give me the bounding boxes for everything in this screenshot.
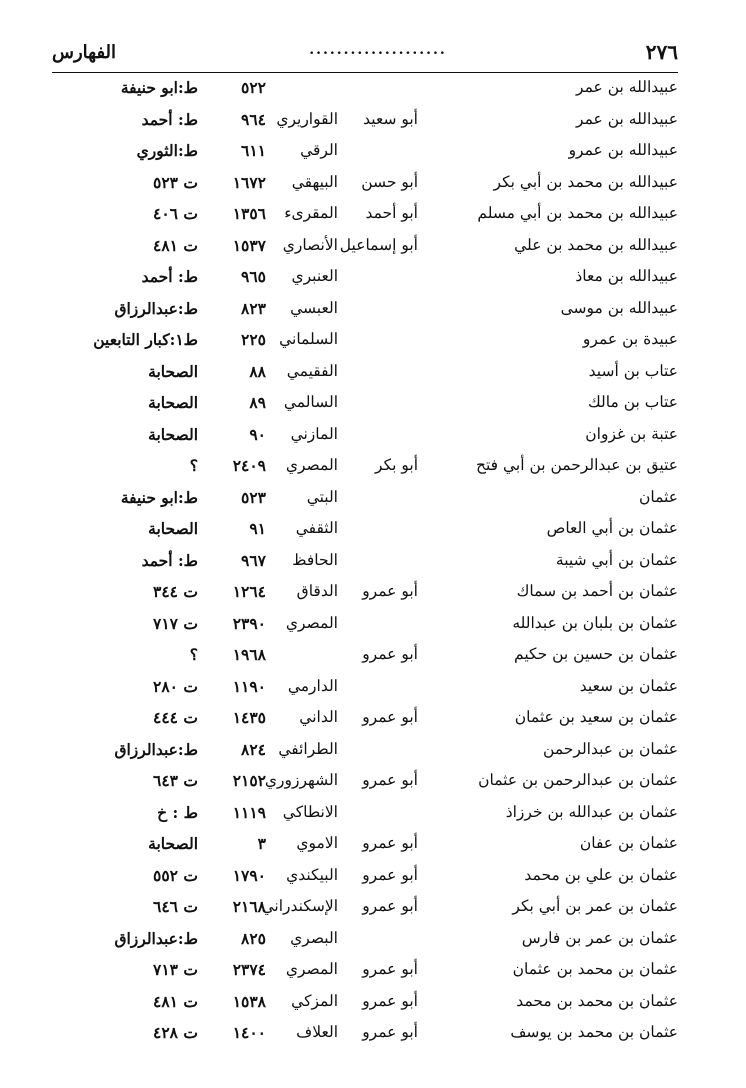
entry-name: عتبة بن غزوان — [585, 424, 678, 443]
entry-nisba: المازني — [290, 424, 338, 443]
entry-nisba: الدارمي — [287, 676, 338, 695]
table-row — [52, 1016, 678, 1048]
entry-nisba: المصري — [285, 456, 338, 474]
table-row — [52, 575, 678, 607]
entry-note: ت ٤٤٤ — [153, 708, 198, 727]
entry-number: ٥٢٣ — [241, 487, 266, 507]
entry-number: ٢٢٥ — [241, 330, 266, 349]
entry-name: عتيق بن عبدالرحمن بن أبي فتح — [475, 456, 678, 474]
entry-nisba: الرقي — [300, 141, 338, 159]
entry-note: ت ٤٨١ — [153, 991, 198, 1011]
entry-nisba: البيكندي — [286, 865, 338, 884]
entry-number: ٨٢٣ — [241, 298, 266, 318]
entry-number: ٢١٥٢ — [232, 771, 266, 790]
entry-note: ت ٦٤٣ — [153, 771, 198, 790]
table-row — [52, 481, 678, 513]
entry-nisba: المصري — [285, 613, 338, 632]
table-row — [52, 71, 678, 103]
entry-name: عبيدالله بن موسى — [560, 298, 678, 317]
entry-note: ت ٤٨١ — [153, 235, 198, 255]
table-row — [52, 701, 678, 733]
table-row — [52, 418, 678, 450]
entry-number: ١٥٣٨ — [232, 991, 266, 1011]
entry-nisba: العبسي — [290, 298, 338, 317]
table-row — [52, 544, 678, 576]
entry-note: ط:الثوري — [136, 141, 198, 160]
entry-number: ٨٢٤ — [241, 739, 266, 759]
entry-name: عثمان بن أبي شيبة — [555, 550, 678, 569]
entry-name: عثمان بن أحمد بن سماك — [516, 582, 678, 600]
entry-note: ط: أحمد — [141, 109, 198, 129]
entry-name: عبيدالله بن محمد بن أبي مسلم — [477, 204, 678, 222]
entry-nisba: الإسكندراني — [261, 897, 338, 915]
entry-note: ط١:كبار التابعين — [93, 330, 198, 349]
entry-note: ت ٦٤٦ — [153, 897, 198, 916]
table-row — [52, 292, 678, 324]
entry-nisba: الأنصاري — [282, 235, 338, 254]
entry-note: ط : خ — [157, 802, 198, 822]
table-row — [52, 890, 678, 922]
entry-number: ٨٨ — [249, 361, 266, 381]
entry-name: عثمان بن علي بن محمد — [524, 865, 678, 884]
entry-number: ٩١ — [249, 519, 266, 538]
entry-note: ت ٧١٧ — [153, 613, 198, 633]
entry-name: عثمان بن عبدالرحمن بن عثمان — [478, 771, 678, 789]
page-header — [52, 38, 678, 73]
entry-name: عثمان بن حسين بن حكيم — [514, 645, 678, 663]
table-row — [52, 922, 678, 954]
entry-name: عثمان بن أبي العاص — [546, 519, 678, 537]
entry-number: ٣ — [257, 834, 266, 853]
table-row — [52, 953, 678, 985]
entry-nisba: البيهقي — [291, 172, 338, 191]
entry-note: ت ٤٠٦ — [153, 204, 198, 223]
entry-note: ت ٣٤٤ — [153, 582, 198, 601]
entry-number: ١٦٧٢ — [232, 172, 266, 192]
entry-number: ١٢٦٤ — [232, 582, 266, 601]
entry-number: ٦١١ — [241, 141, 266, 160]
entry-kunya: أبو عمرو — [362, 645, 418, 663]
entry-nisba: الدقاق — [296, 582, 338, 600]
entry-name: عتاب بن أسيد — [588, 361, 678, 380]
header-leader-dots: .................... — [309, 42, 447, 58]
entry-note: ط:عبدالرزاق — [114, 928, 198, 948]
entry-kunya: أبو عمرو — [362, 897, 418, 915]
table-row — [52, 859, 678, 891]
entry-note: الصحابة — [148, 519, 198, 538]
entry-number: ١٤٠٠ — [232, 1023, 266, 1042]
entry-nisba: الحافظ — [292, 550, 338, 569]
entry-name: عبيدالله بن عمرو — [568, 141, 678, 159]
entry-name: عبيدالله بن معاذ — [575, 267, 678, 285]
entry-name: عثمان بن محمد بن عثمان — [512, 960, 678, 978]
entry-kunya: أبو عمرو — [362, 708, 418, 726]
table-row — [52, 670, 678, 702]
entry-name: عثمان بن محمد بن محمد — [516, 991, 678, 1010]
entry-name: عبيدة بن عمرو — [582, 330, 678, 348]
table-row — [52, 197, 678, 229]
entry-note: ت ٥٢٣ — [153, 172, 198, 192]
entry-number: ٨٢٥ — [241, 928, 266, 948]
entry-kunya: أبو عمرو — [362, 1023, 418, 1041]
entry-note: ت ٥٥٢ — [153, 865, 198, 885]
entry-name: عثمان بن عفان — [579, 834, 678, 852]
entry-nisba: السالمي — [283, 393, 338, 411]
entry-nisba: البتي — [306, 487, 338, 506]
table-row — [52, 638, 678, 670]
table-row — [52, 796, 678, 828]
entry-note: ؟ — [189, 645, 198, 664]
table-row — [52, 260, 678, 292]
table-row — [52, 323, 678, 355]
entry-kunya: أبو حسن — [361, 172, 418, 191]
table-row — [52, 449, 678, 481]
entry-nisba: البصري — [290, 928, 338, 947]
entry-name: عبيدالله بن محمد بن أبي بكر — [493, 172, 678, 191]
entry-number: ٢٣٩٠ — [232, 613, 266, 633]
entry-name: عبيدالله بن عمر — [576, 109, 678, 128]
table-row — [52, 733, 678, 765]
entry-kunya: أبو عمرو — [362, 771, 418, 789]
entry-nisba: المصري — [285, 960, 338, 978]
table-row — [52, 229, 678, 261]
entry-number: ١٥٣٧ — [232, 235, 266, 255]
entry-kunya: أبو عمرو — [362, 865, 418, 884]
page-title: الفهارس — [52, 42, 117, 63]
entry-number: ٩٠ — [249, 424, 266, 444]
entry-note: الصحابة — [148, 424, 198, 444]
entry-note: ؟ — [189, 456, 198, 475]
entry-number: ١٩٦٨ — [232, 645, 266, 664]
entry-note: ط: أحمد — [141, 550, 198, 570]
index-table — [52, 71, 678, 1048]
entry-kunya: أبو أحمد — [365, 204, 418, 222]
entry-kunya: أبو عمرو — [362, 582, 418, 600]
table-row — [52, 512, 678, 544]
entry-nisba: العنبري — [291, 267, 338, 285]
entry-number: ٩٦٤ — [241, 109, 266, 129]
entry-number: ٩٦٧ — [241, 550, 266, 570]
table-row — [52, 764, 678, 796]
table-row — [52, 103, 678, 135]
entry-kunya: أبو إسماعيل — [339, 235, 418, 254]
entry-kunya: أبو سعيد — [363, 109, 418, 128]
entry-note: ت ٧١٣ — [153, 960, 198, 979]
entry-note: ط: أحمد — [141, 267, 198, 286]
entry-note: الصحابة — [148, 361, 198, 381]
entry-note: الصحابة — [148, 834, 198, 853]
entry-kunya: أبو بكر — [375, 456, 418, 474]
entry-name: عتاب بن مالك — [587, 393, 678, 411]
entry-note: الصحابة — [148, 393, 198, 412]
entry-nisba: الطرائفي — [278, 739, 338, 758]
entry-name: عثمان بن عمر بن فارس — [521, 928, 678, 947]
entry-nisba: القواريري — [276, 109, 338, 128]
entry-nisba: الاموي — [296, 834, 338, 852]
entry-note: ت ٤٢٨ — [153, 1023, 198, 1042]
entry-name: عبيدالله بن محمد بن علي — [514, 235, 678, 254]
entry-name: عثمان بن محمد بن يوسف — [510, 1023, 678, 1041]
entry-number: ٢٤٠٩ — [232, 456, 266, 475]
entry-name: عثمان بن سعيد بن عثمان — [514, 708, 678, 726]
entry-kunya: أبو عمرو — [362, 960, 418, 978]
entry-number: ٨٩ — [249, 393, 266, 412]
entry-nisba: الفقيمي — [286, 361, 338, 380]
entry-note: ط:عبدالرزاق — [114, 739, 198, 759]
entry-number: ١١٩٠ — [232, 676, 266, 696]
table-row — [52, 607, 678, 639]
table-row — [52, 355, 678, 387]
entry-name: عثمان بن بلبان بن عبدالله — [512, 613, 678, 632]
entry-number: ٢١٦٨ — [232, 897, 266, 916]
entry-name: عثمان بن عبدالرحمن — [543, 739, 678, 758]
entry-number: ١٧٩٠ — [232, 865, 266, 885]
entry-note: ت ٢٨٠ — [153, 676, 198, 696]
entry-name: عثمان — [639, 487, 678, 506]
page-number: ٢٧٦ — [645, 40, 678, 64]
table-row — [52, 985, 678, 1017]
entry-nisba: السلماني — [279, 330, 338, 348]
entry-number: ١١١٩ — [232, 802, 266, 822]
entry-nisba: المقرىء — [284, 204, 338, 222]
entry-number: ٥٢٢ — [241, 78, 266, 97]
entry-number: ١٣٥٦ — [232, 204, 266, 223]
entry-kunya: أبو عمرو — [362, 834, 418, 852]
entry-name: عبيدالله بن عمر — [576, 78, 678, 96]
entry-name: عثمان بن عبدالله بن خرزاذ — [505, 802, 678, 821]
entry-number: ٩٦٥ — [241, 267, 266, 286]
entry-number: ٢٣٧٤ — [232, 960, 266, 979]
entry-nisba: الانطاكي — [282, 802, 338, 821]
entry-note: ط:ابو حنيفة — [120, 78, 198, 97]
entry-nisba: العلاف — [296, 1023, 338, 1041]
table-row — [52, 166, 678, 198]
entry-note: ط:ابو حنيفة — [120, 487, 198, 507]
table-row — [52, 386, 678, 418]
entry-name: عثمان بن عمر بن أبي بكر — [512, 897, 678, 915]
entry-number: ١٤٣٥ — [232, 708, 266, 727]
entry-note: ط:عبدالرزاق — [114, 298, 198, 318]
entry-kunya: أبو عمرو — [362, 991, 418, 1010]
table-row — [52, 827, 678, 859]
table-row — [52, 134, 678, 166]
entry-nisba: الشهرزوري — [264, 771, 338, 789]
entry-nisba: الداني — [299, 708, 338, 726]
entry-nisba: المزكي — [291, 991, 338, 1010]
entry-name: عثمان بن سعيد — [579, 676, 678, 695]
entry-nisba: الثقفي — [295, 519, 338, 537]
